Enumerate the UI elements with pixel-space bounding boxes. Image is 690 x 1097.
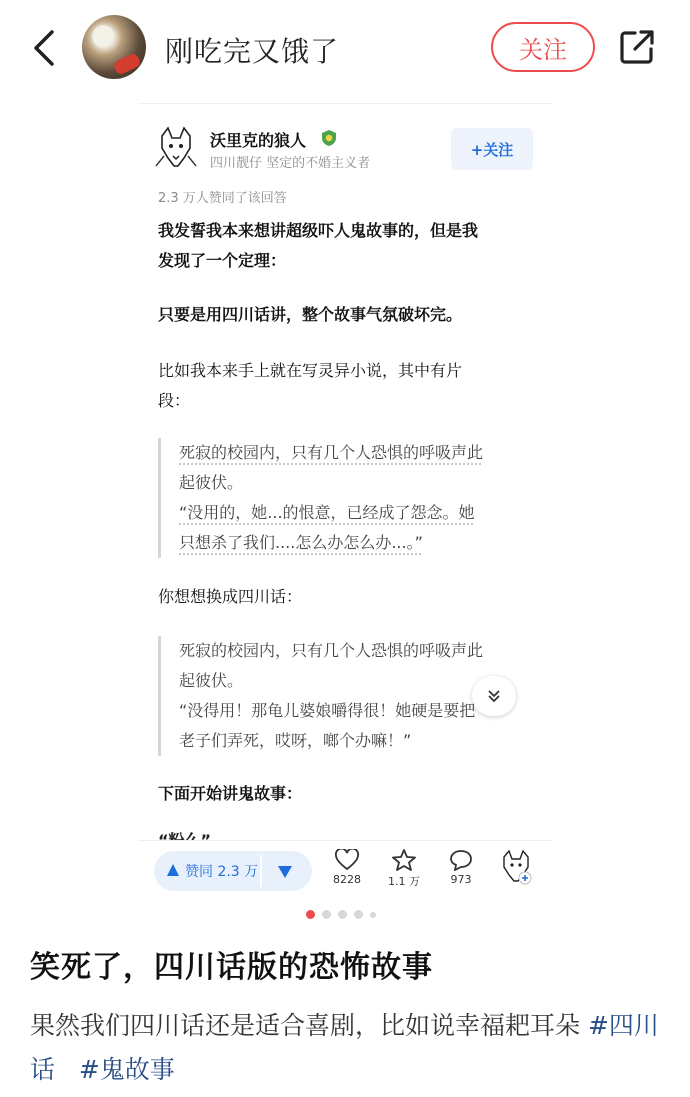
heart-icon xyxy=(335,849,359,871)
favorite-action[interactable]: 1.1 万 xyxy=(381,849,427,889)
answer-paragraph: 你想想换成四川话： xyxy=(158,587,303,606)
answer-paragraph: 比如我本来手上就在写灵异小说，其中有片 段： xyxy=(158,361,463,410)
hashtag-link[interactable]: #鬼故事 xyxy=(78,1055,175,1084)
blockquote: 死寂的校园内，只有几个人恐惧的呼吸声此 起彼伏。 “没用的，她...的恨意，已经成了怨念。她 只想杀了我们....怎么办怎么办...。” xyxy=(158,438,538,558)
blockquote: 死寂的校园内，只有几个人恐惧的呼吸声此 起彼伏。 “没得用！那龟儿婆娘嚼得很！她硬是要把 老子们弄死，哎呀，啷个办嘛！” xyxy=(158,636,538,756)
follow-button[interactable]: 关注 xyxy=(491,22,595,72)
user-avatar[interactable] xyxy=(82,15,146,79)
vote-control[interactable] xyxy=(154,851,312,891)
answer-paragraph: 我发誓我本来想讲超级吓人鬼故事的，但是我 发现了一个定理： xyxy=(158,221,479,270)
verified-badge-icon xyxy=(320,129,338,147)
likes-count-text: 2.3 万人赞同了该回答 xyxy=(158,191,287,206)
pagination-dot xyxy=(322,910,331,919)
upvote-label[interactable]: 赞同 2.3 万 xyxy=(185,864,259,880)
upvote-triangle-icon[interactable] xyxy=(166,863,180,877)
author-follow-button[interactable]: +关注 xyxy=(451,128,533,170)
expand-chevron-button[interactable] xyxy=(472,676,516,716)
author-description: 四川靓仔 坚定的不婚主义者 xyxy=(210,156,371,171)
star-icon xyxy=(392,849,416,871)
comment-action[interactable]: 973 xyxy=(438,849,484,886)
top-bar xyxy=(0,0,690,95)
comment-bubble-icon xyxy=(449,849,473,871)
author-name[interactable]: 沃里克的狼人 xyxy=(210,131,307,150)
hashtag-link[interactable]: #四川话 xyxy=(30,1011,659,1084)
back-arrow-icon[interactable] xyxy=(28,28,64,68)
pagination-dot xyxy=(354,910,363,919)
answer-action-bar xyxy=(138,840,552,893)
downvote-triangle-icon[interactable] xyxy=(277,865,293,879)
post-title: 笑死了，四川话版的恐怖故事 xyxy=(30,950,433,985)
pagination-dot xyxy=(370,912,376,918)
pagination-dot xyxy=(338,910,347,919)
page-title: 刚吃完又饿了 xyxy=(165,35,340,68)
pagination-dot xyxy=(306,910,315,919)
embedded-answer-screenshot[interactable] xyxy=(138,103,552,893)
answer-paragraph: 只要是用四川话讲，整个故事气氛破坏完。 xyxy=(158,305,463,324)
post-body: 果然我们四川话还是适合喜剧，比如说幸福耙耳朵 #四川话 #鬼故事 xyxy=(30,1011,659,1084)
author-avatar-wolf-icon xyxy=(154,126,198,170)
double-chevron-down-icon xyxy=(486,688,502,704)
share-icon[interactable] xyxy=(617,27,657,67)
author-mini-avatar-icon[interactable] xyxy=(498,849,534,885)
like-action[interactable]: 8228 xyxy=(324,849,370,886)
answer-paragraph: 下面开始讲鬼故事： xyxy=(158,784,303,803)
